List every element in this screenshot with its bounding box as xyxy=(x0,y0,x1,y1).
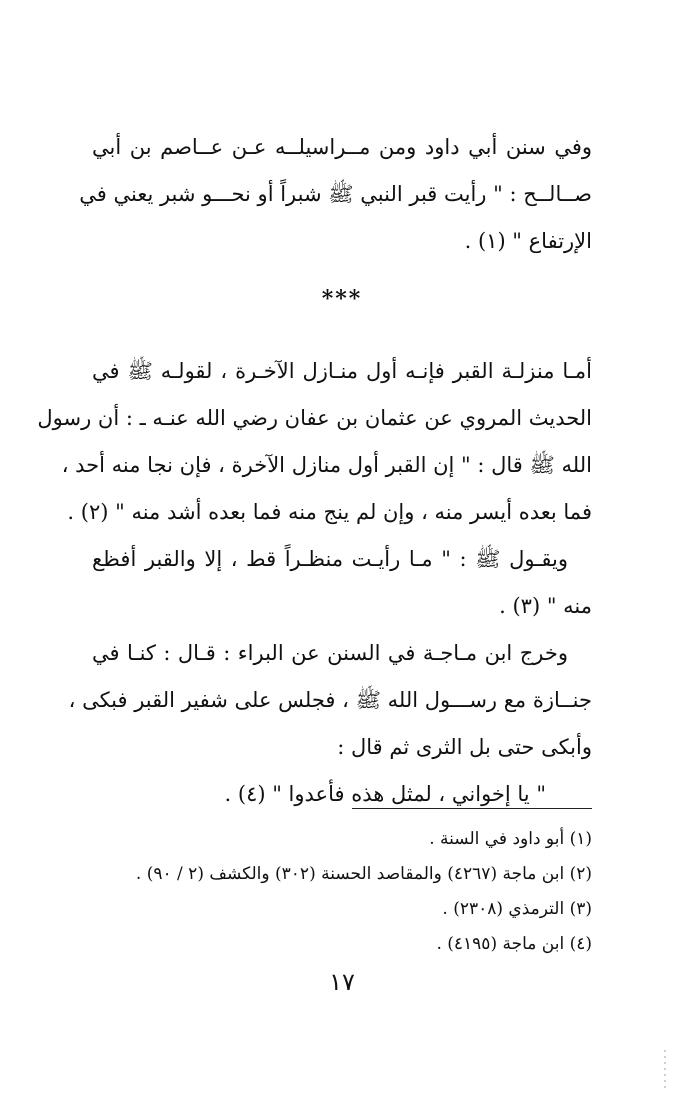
text-line: وخرج ابن مـاجـة في السنن عن البراء : قـال : كنـا في xyxy=(92,641,568,665)
paragraph-grave-status xyxy=(37,348,592,818)
text-line: صــالــح : " رأيت قبر النبي ﷺ شبراً أو نحـــو شبر يعني في xyxy=(79,182,592,206)
footnote-2: (٢) ابن ماجة (٤٢٦٧) والمقاصد الحسنة (٣٠٢) والكشف (٢ / ٩٠) . xyxy=(135,864,592,884)
footnote-4: (٤) ابن ماجة (٤١٩٥) . xyxy=(436,934,592,954)
text-line: منه " (٣) . xyxy=(499,594,592,618)
footnote-divider xyxy=(352,808,592,809)
quote-line: " يا إخواني ، لمثل هذه فأعدوا " (٤) . xyxy=(224,782,546,806)
text-line: الله ﷺ قال : " إن القبر أول منازل الآخرة ، فإن نجا منه أحد ، xyxy=(61,453,592,477)
footnote-3: (٣) الترمذي (٢٣٠٨) . xyxy=(442,899,592,919)
text-line: الإرتفاع " (١) . xyxy=(464,229,592,253)
text-line: أمـا منزلـة القبر فإنـه أول منـازل الآخـرة ، لقولـه ﷺ في xyxy=(92,359,592,383)
text-line: ويقـول ﷺ : " مـا رأيـت منظـراً قط ، إلا والقبر أفظع xyxy=(92,547,568,571)
section-separator: *** xyxy=(321,286,363,312)
page-number: ١٧ xyxy=(329,968,355,996)
footnotes xyxy=(92,822,592,962)
footnote-1: (١) أبو داود في السنة . xyxy=(429,829,592,849)
text-line: جنــازة مع رســـول الله ﷺ ، فجلس على شفير القبر فبكى ، xyxy=(68,688,592,712)
text-line: فما بعده أيسر منه ، وإن لم ينج منه فما بعده أشد منه " (٢) . xyxy=(67,500,592,524)
text-line: وأبكى حتى بل الثرى ثم قال : xyxy=(337,735,592,759)
text-line: الحديث المروي عن عثمان بن عفان رضي الله عنـه ـ : أن رسول xyxy=(37,406,592,430)
paragraph-abu-dawud xyxy=(79,124,592,265)
scan-edge-mark xyxy=(664,1050,666,1090)
text-line: وفي سنن أبي داود ومن مــراسيلــه عـن عــاصم بن أبي xyxy=(92,135,592,159)
